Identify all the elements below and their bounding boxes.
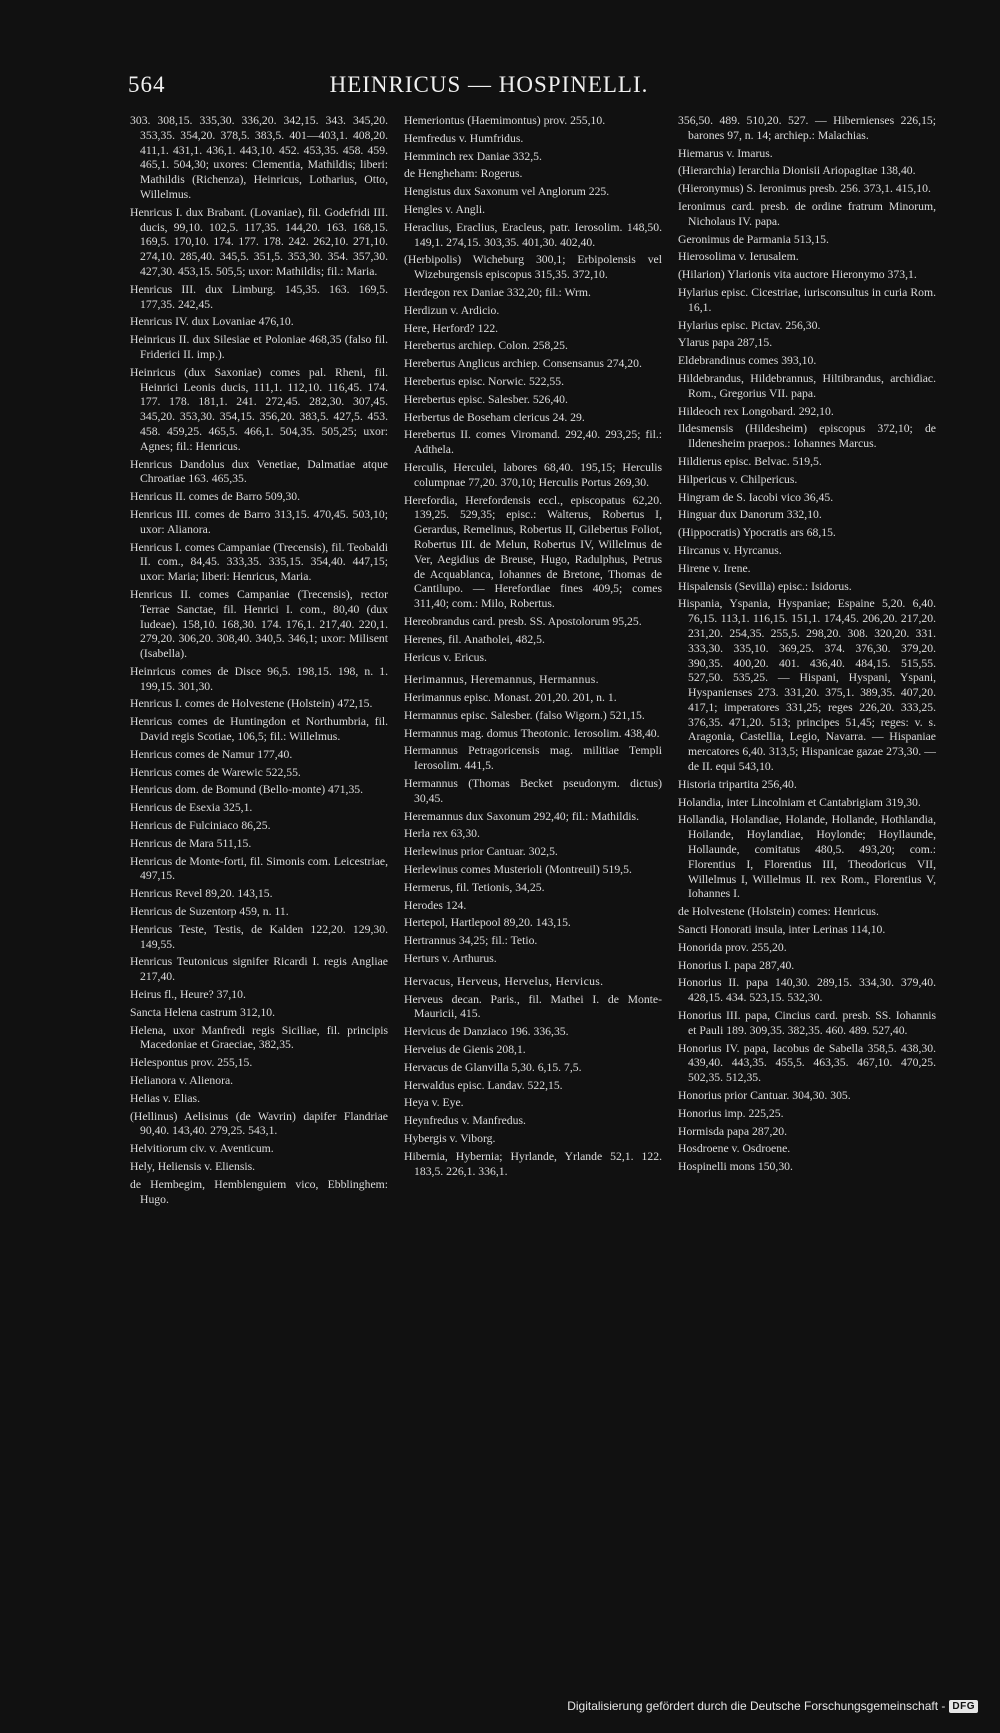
- index-entry: Hylarius episc. Pictav. 256,30.: [678, 318, 821, 332]
- index-entry: Heirus fl., Heure? 37,10.: [130, 988, 246, 1002]
- index-entry: Ildesmensis (Hildesheim) episcopus 372,10; de Ildenesheim praepos.: Iohannes Marcus.: [678, 422, 936, 451]
- page-footer: [567, 1699, 978, 1713]
- index-entry: Henricus de Fulciniaco 86,25.: [130, 819, 271, 833]
- index-entry: Eldebrandinus comes 393,10.: [678, 354, 817, 368]
- index-entry: Hospinelli mons 150,30.: [678, 1160, 793, 1174]
- index-entry: Herodes 124.: [404, 898, 467, 912]
- index-entry: Herlewinus prior Cantuar. 302,5.: [404, 845, 558, 859]
- index-entry: Herlewinus comes Musterioli (Montreuil) 519,5.: [404, 863, 632, 877]
- page-number: 564: [128, 72, 166, 97]
- index-entry: Hengles v. Angli.: [404, 202, 486, 216]
- index-entry: Holandia, inter Lincolniam et Cantabrigiam 319,30.: [678, 795, 921, 809]
- index-entry: Hispalensis (Sevilla) episc.: Isidorus.: [678, 579, 852, 593]
- index-entry: Helias v. Elias.: [130, 1091, 200, 1105]
- index-entry: Here, Herford? 122.: [404, 321, 499, 335]
- index-entry: Herculis, Herculei, labores 68,40. 195,15; Herculis columpnae 77,20. 370,10; Herculis Portus 269,30.: [404, 460, 662, 489]
- index-entry: (Hierarchia) Ierarchia Dionisii Ariopagitae 138,40.: [678, 164, 916, 178]
- index-entry: Hertrannus 34,25; fil.: Tetio.: [404, 934, 538, 948]
- index-entry: Henricus III. dux Limburg. 145,35. 163. 169,5. 177,35. 242,45.: [130, 282, 388, 311]
- index-entry: Hermannus episc. Salesber. (falso Wigorn.) 521,15.: [404, 708, 645, 722]
- index-entry: Hermannus mag. domus Theotonic. Ierosolim. 438,40.: [404, 726, 660, 740]
- index-entry: Hervicus de Danziaco 196. 336,35.: [404, 1025, 569, 1039]
- index-entry: (Hieronymus) S. Ieronimus presb. 256. 373,1. 415,10.: [678, 182, 931, 196]
- index-entry: Honorius imp. 225,25.: [678, 1106, 784, 1120]
- index-entry: Sancta Helena castrum 312,10.: [130, 1005, 276, 1019]
- index-entry: Hericus v. Ericus.: [404, 650, 487, 664]
- index-entry: Helena, uxor Manfredi regis Siciliae, fil. principis Macedoniae et Graeciae, 382,35.: [130, 1023, 388, 1052]
- index-entry: Hildebrandus, Hildebrannus, Hiltibrandus, archidiac. Rom., Gregorius VII. papa.: [678, 371, 936, 400]
- index-entry: Helianora v. Alienora.: [130, 1074, 234, 1088]
- index-entry: (Hellinus) Aelisinus (de Wavrin) dapifer Flandriae 90,40. 143,40. 279,25. 543,1.: [130, 1109, 388, 1138]
- index-entry: Geronimus de Parmania 513,15.: [678, 232, 829, 246]
- index-entry: Herwaldus episc. Landav. 522,15.: [404, 1078, 563, 1092]
- index-entry: Hylarius episc. Cicestriae, iurisconsultus in curia Rom. 16,1.: [678, 285, 936, 314]
- index-entry: Herebertus archiep. Colon. 258,25.: [404, 339, 568, 353]
- index-entry: Hispania, Yspania, Hyspaniae; Espaine 5,20. 6,40. 76,15. 113,1. 116,15. 151,1. 174,45. 206,20. 217,20. 231,20. 254,35. 255,5. 298,20. 308. 320,20. 331. 333,30. 335,10. 369,25. 374. 376,30. 379,20. 390,35. 400,20. 401. 436,40. 484,15. 515,55. 527,50. 535,25. — Hispani, Hyspani, Yspani, Hyspanienses 273. 331,20. 375,1. 389,35. 407,20. 417,1; imperatores 331,25; reges 226,20. 333,25. 376,35. 471,20. 513; principes 51,45; reges: v. s. Aragonia, Castellia, Legio, Navarra. — Hispaniae mercatores 6,40. 313,5; Hispanicae gazae 273,30. — de II. equi 543,10.: [678, 597, 936, 774]
- index-entry: Hirene v. Irene.: [678, 561, 751, 575]
- index-entry: Hengistus dux Saxonum vel Anglorum 225.: [404, 185, 610, 199]
- index-entry: Henricus Teste, Testis, de Kalden 122,20. 129,30. 149,55.: [130, 922, 388, 951]
- index-entry: Henricus comes de Warewic 522,55.: [130, 765, 301, 779]
- index-entry: Herla rex 63,30.: [404, 827, 480, 841]
- index-entry: Hormisda papa 287,20.: [678, 1124, 788, 1138]
- index-entry: Henricus III. comes de Barro 313,15. 470,45. 503,10; uxor: Alianora.: [130, 507, 388, 536]
- index-entry: Honorida prov. 255,20.: [678, 940, 787, 954]
- index-entry: Henricus II. comes Campaniae (Trecensis), rector Terrae Sanctae, fil. Henrici I. com., 80,40 (dux Iudeae). 158,10. 168,30. 174. 176,1. 217,40. 220,1. 279,20. 306,20. 308,40. 340,5. 346,1; uxor: Milisent (Isabella).: [130, 587, 388, 661]
- index-entry: Henricus I. dux Brabant. (Lovaniae), fil. Godefridi III. ducis, 99,10. 102,5. 117,35. 144,20. 163. 168,15. 169,5. 170,10. 174. 177. 178. 242. 262,10. 271,10. 274,10. 285,40. 345,5. 351,5. 353,30. 354. 357,30. 427,30. 453,15. 505,5; uxor: Mathildis; fil.: Maria.: [130, 205, 388, 278]
- index-entry: Henricus II. comes de Barro 509,30.: [130, 490, 301, 504]
- index-entry: Hemminch rex Daniae 332,5.: [404, 149, 542, 163]
- index-entry: Herebertus episc. Norwic. 522,55.: [404, 374, 565, 388]
- index-entry: Ieronimus card. presb. de ordine fratrum Minorum, Nicholaus IV. papa.: [678, 199, 936, 228]
- index-entry: Herebertus episc. Salesber. 526,40.: [404, 392, 568, 406]
- index-entry: 356,50. 489. 510,20. 527. — Hibernienses 226,15; barones 97, n. 14; archiep.: Malachias.: [678, 114, 936, 142]
- index-entry: Hinguar dux Danorum 332,10.: [678, 508, 822, 522]
- index-entry: Hemeriontus (Haemimontus) prov. 255,10.: [404, 114, 606, 127]
- index-entry: Hermannus Petragoricensis mag. militiae Templi Ierosolim. 441,5.: [404, 744, 662, 773]
- index-entry: (Hilarion) Ylarionis vita auctore Hieronymo 373,1.: [678, 268, 917, 282]
- index-entry: Herbertus de Boseham clericus 24. 29.: [404, 410, 585, 424]
- index-entry: Henricus IV. dux Lovaniae 476,10.: [130, 315, 294, 329]
- index-entry: Henricus I. comes Campaniae (Trecensis), fil. Teobaldi II. com., 84,45. 333,35. 335,15. 354,40. 447,15; uxor: Maria; liberi: Henricus, Maria.: [130, 540, 388, 584]
- index-entry: Henricus de Esexia 325,1.: [130, 801, 253, 815]
- index-entry: Heinricus II. dux Silesiae et Poloniae 468,35 (falso fil. Friderici II. imp.).: [130, 333, 388, 361]
- index-entry: Herimannus episc. Monast. 201,20. 201, n. 1.: [404, 691, 617, 705]
- index-entry: Hermerus, fil. Tetionis, 34,25.: [404, 880, 545, 894]
- index-entry: Herdizun v. Ardicio.: [404, 303, 500, 317]
- index-column-left: [130, 114, 388, 1210]
- index-entry: Hertepol, Hartlepool 89,20. 143,15.: [404, 916, 571, 930]
- index-entry: Hermannus (Thomas Becket pseudonym. dictus) 30,45.: [404, 777, 662, 805]
- index-entry: Henricus comes de Huntingdon et Northumbria, fil. David regis Scotiae, 106,5; fil.: Willelmus.: [130, 715, 388, 744]
- index-entry: Hollandia, Holandiae, Holande, Hollande, Hothlandia, Hoilande, Hoylandiae, Hoylonde; Hoyllaunde, Hollaunde, comitatus 480,5. 493,20; com.: Florentius I, Florentius III, Theodoricus VII, Willelmus I, Willelmus II. rex Rom., Florentius V, Iohannes I.: [678, 813, 936, 901]
- index-entry: Henricus dom. de Bomund (Bello-monte) 471,35.: [130, 783, 364, 797]
- index-entry: Heya v. Eye.: [404, 1096, 464, 1110]
- index-entry: Hiemarus v. Imarus.: [678, 146, 773, 160]
- index-entry: Herenes, fil. Anatholei, 482,5.: [404, 632, 545, 646]
- index-entry: (Hippocratis) Ypocratis ars 68,15.: [678, 526, 836, 540]
- index-entry: Heinricus comes de Disce 96,5. 198,15. 198, n. 1. 199,15. 301,30.: [130, 664, 388, 693]
- index-column-right: [678, 114, 936, 1178]
- index-entry: Honorius I. papa 287,40.: [678, 958, 795, 972]
- index-entry: Honorius II. papa 140,30. 289,15. 334,30. 379,40. 428,15. 434. 523,15. 532,30.: [678, 976, 936, 1005]
- index-entry: Helvitiorum civ. v. Aventicum.: [130, 1142, 274, 1156]
- index-entry: Hereobrandus card. presb. SS. Apostolorum 95,25.: [404, 614, 642, 628]
- index-entry: Heinricus (dux Saxoniae) comes pal. Rheni, fil. Heinrici Leonis ducis, 111,1. 112,10. 116,45. 174. 177. 178. 181,1. 241. 272,45. 282,30. 307,45. 345,20. 353,30. 354,15. 356,20. 383,5. 427,5. 453. 458. 459,25. 465,5. 466,1. 504,35. 505,25; uxor: Agnes; fil.: Henricus.: [130, 365, 388, 453]
- index-entry: Herturs v. Arthurus.: [404, 952, 497, 966]
- index-entry: Sancti Honorati insula, inter Lerinas 114,10.: [678, 923, 886, 937]
- index-entry: de Hembegim, Hemblenguiem vico, Ebblinghem: Hugo.: [130, 1177, 388, 1206]
- index-entry: Historia tripartita 256,40.: [678, 777, 797, 791]
- index-entry: Hierosolima v. Ierusalem.: [678, 250, 799, 264]
- index-entry: Herdegon rex Daniae 332,20; fil.: Wrm.: [404, 285, 591, 299]
- index-entry: de Holvestene (Holstein) comes: Henricus.: [678, 905, 879, 919]
- index-entry: Herveius de Gienis 208,1.: [404, 1043, 526, 1057]
- index-entry: Herimannus, Heremannus, Hermannus.: [404, 673, 599, 687]
- index-entry: Hosdroene v. Osdroene.: [678, 1142, 791, 1156]
- index-entry: Hingram de S. Iacobi vico 36,45.: [678, 490, 834, 504]
- index-entry: Hervacus de Glanvilla 5,30. 6,15. 7,5.: [404, 1060, 582, 1074]
- index-entry: Henricus comes de Namur 177,40.: [130, 747, 293, 761]
- index-entry: Hildierus episc. Belvac. 519,5.: [678, 454, 822, 468]
- index-entry: Heremannus dux Saxonum 292,40; fil.: Mathildis.: [404, 809, 640, 823]
- index-entry: de Hengheham: Rogerus.: [404, 167, 523, 181]
- index-column-middle: [404, 114, 662, 1182]
- index-entry: Hervacus, Herveus, Hervelus, Hervicus.: [404, 974, 604, 988]
- index-entry: Hircanus v. Hyrcanus.: [678, 543, 782, 557]
- index-entry: Hildeoch rex Longobard. 292,10.: [678, 404, 834, 418]
- index-entry: Honorius IV. papa, Iacobus de Sabella 358,5. 438,30. 439,40. 443,35. 455,5. 463,35. 467,10. 470,25. 502,35. 512,35.: [678, 1041, 936, 1085]
- dfg-logo-icon: DFG: [949, 1700, 978, 1713]
- page-title: HEINRICUS — HOSPINELLI.: [329, 72, 649, 97]
- index-entry: 303. 308,15. 335,30. 336,20. 342,15. 343. 345,20. 353,35. 354,20. 378,5. 383,5. 401—403,1. 408,20. 411,1. 431,1. 436,1. 443,10. 452. 453,35. 458. 459. 465,1. 504,30; uxores: Clementia, Mathildis; liberi: Mathildis (Richenza), Heinricus, Lotharius, Otto, Willelmus.: [130, 114, 388, 201]
- index-entry: Helespontus prov. 255,15.: [130, 1056, 253, 1070]
- index-entry: Hely, Heliensis v. Eliensis.: [130, 1160, 256, 1173]
- footer-credit: Digitalisierung gefördert durch die Deutsche Forschungsgemeinschaft -: [567, 1699, 946, 1713]
- index-entry: Herebertus Anglicus archiep. Consensanus 274,20.: [404, 357, 642, 371]
- index-entry: Henricus de Suzentorp 459, n. 11.: [130, 905, 289, 919]
- index-entry: Ylarus papa 287,15.: [678, 336, 773, 350]
- index-entry: Herebertus II. comes Viromand. 292,40. 293,25; fil.: Adthela.: [404, 428, 662, 457]
- index-entry: Hibernia, Hybernia; Hyrlande, Yrlande 52,1. 122. 183,5. 226,1. 336,1.: [404, 1149, 662, 1178]
- index-entry: Henricus de Monte-forti, fil. Simonis com. Leicestriae, 497,15.: [130, 854, 388, 883]
- index-entry: Hemfredus v. Humfridus.: [404, 131, 524, 145]
- index-entry: Heraclius, Eraclius, Eracleus, patr. Ierosolim. 148,50. 149,1. 274,15. 303,35. 401,30. 402,40.: [404, 220, 662, 249]
- index-entry: Honorius prior Cantuar. 304,30. 305.: [678, 1089, 851, 1103]
- index-entry: Herveus decan. Paris., fil. Mathei I. de Monte-Mauricii, 415.: [404, 992, 662, 1021]
- index-entry: Henricus Dandolus dux Venetiae, Dalmatiae atque Chroatiae 163. 465,35.: [130, 457, 388, 486]
- index-entry: Henricus I. comes de Holvestene (Holstein) 472,15.: [130, 697, 373, 711]
- index-entry: Herefordia, Herefordensis eccl., episcopatus 62,20. 139,25. 529,35; episc.: Walterus, Robertus I, Gerardus, Remelinus, Robertus II, Gilebertus Foliot, Robertus III. de Melun, Robertus IV, Willelmus de Ver, Aegidius de Breuse, Hugo, Radulphus, Petrus de Acquablanca, Iohannes de Bretone, Thomas de Cantilupo. — Herefordiae fines 409,5; comes 311,40; com.: Milo, Robertus.: [404, 493, 662, 611]
- index-entry: Hilpericus v. Chilpericus.: [678, 472, 798, 486]
- index-entry: Heynfredus v. Manfredus.: [404, 1114, 526, 1128]
- index-entry: Hybergis v. Viborg.: [404, 1132, 496, 1146]
- index-entry: (Herbipolis) Wicheburg 300,1; Erbipolensis vel Wizeburgensis episcopus 315,35. 372,10.: [404, 253, 662, 282]
- index-entry: Henricus Teutonicus signifer Ricardi I. regis Angliae 217,40.: [130, 955, 388, 984]
- index-entry: Honorius III. papa, Cincius card. presb. SS. Iohannis et Pauli 189. 309,35. 382,35. 460. 489. 527,40.: [678, 1009, 936, 1037]
- index-entry: Henricus Revel 89,20. 143,15.: [130, 887, 273, 901]
- index-entry: Henricus de Mara 511,15.: [130, 836, 252, 850]
- page-header: [128, 72, 850, 102]
